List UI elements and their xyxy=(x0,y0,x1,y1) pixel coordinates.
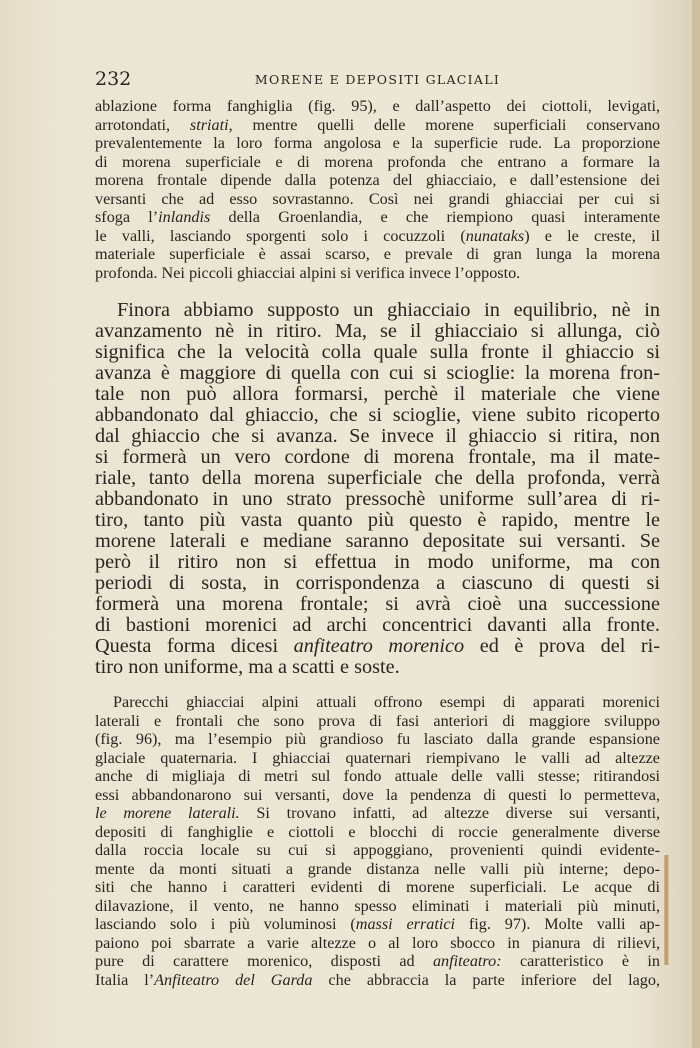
text-segment: Questa forma dicesi xyxy=(95,636,294,657)
text-segment: paiono poi sbarrate a varie altezze o al loro sbocco in pianura di rilievi, xyxy=(95,933,660,952)
text-line xyxy=(95,510,660,531)
text-line xyxy=(95,934,660,953)
text-segment: avanza è maggiore di quella con cui si scioglie: la morena fron- xyxy=(95,363,660,384)
text-segment: dal ghiaccio che si avanza. Se invece il ghiaccio si ritira, non xyxy=(95,426,660,447)
text-line xyxy=(95,468,660,489)
text-segment: mente da monti situati a grande distanza nelle valli più interne; depo- xyxy=(95,859,660,878)
text-line xyxy=(95,245,660,264)
text-line xyxy=(95,300,660,321)
text-segment: formerà una morena frontale; si avrà cioè una successione xyxy=(95,594,660,615)
text-segment: caratteristico è in xyxy=(501,952,660,970)
text-line xyxy=(95,264,660,283)
text-line xyxy=(95,749,660,768)
text-segment: tiro non uniforme, ma a scatti e soste. xyxy=(95,657,400,678)
text-line xyxy=(95,878,660,897)
text-segment: pure di carattere morenico, disposti ad xyxy=(95,952,433,970)
text-segment: sfoga l’ xyxy=(95,208,159,226)
text-segment: avanzamento nè in ritiro. Ma, se il ghiacciaio si allunga, ciò xyxy=(95,321,660,342)
text-segment: depositi di fanghiglie e ciottoli e blocchi di roccie generalmente diverse xyxy=(95,822,660,841)
text-segment: siti che hanno i caratteri evidenti di morene superficiali. Le acque di xyxy=(95,878,660,896)
text-segment: profonda. Nei piccoli ghiacciai alpini si verifica invece l’opposto. xyxy=(95,263,521,282)
text-segment: però il ritiro non si effettua in modo uniforme, ma con xyxy=(95,552,660,573)
text-segment: morene laterali e mediane saranno depositate sui versanti. Se xyxy=(95,531,660,552)
text-line xyxy=(95,447,660,468)
text-line xyxy=(95,552,660,573)
text-line xyxy=(95,227,660,246)
text-segment: Italia l’ xyxy=(95,970,155,989)
text-segment: periodi di sosta, in corrispondenza a ciascuno di questi si xyxy=(95,573,660,594)
text-segment: che abbraccia la parte inferiore del lago, xyxy=(312,970,660,989)
text-line xyxy=(95,823,660,842)
text-segment: laterali e frontali che sono prova di fasi anteriori di maggiore sviluppo xyxy=(95,711,660,730)
text-line xyxy=(95,97,660,116)
text-segment: glaciale quaternaria. I ghiacciai quaternari riempivano le valli ad altezze xyxy=(95,748,660,767)
text-segment: mentre quelli delle morene superficiali conservano xyxy=(232,115,660,134)
text-segment: anche di migliaja di metri sul fondo attuale delle valli stesse; ritirandosi xyxy=(95,767,660,785)
text-line xyxy=(95,405,660,426)
text-segment: Si trovano infatti, ad altezze diverse sui versanti, xyxy=(239,804,660,822)
text-segment: ed è prova del ri- xyxy=(464,636,660,657)
paragraph-alpine-glaciers xyxy=(95,693,660,989)
italic-term: Anfiteatro del Garda xyxy=(154,970,313,989)
italic-term: striati, xyxy=(189,115,233,134)
text-line xyxy=(95,208,660,227)
text-line xyxy=(95,786,660,805)
paragraph-main xyxy=(95,300,660,678)
running-header xyxy=(95,68,660,92)
text-line xyxy=(95,915,660,934)
text-line xyxy=(95,804,660,823)
text-line xyxy=(95,730,660,749)
text-line xyxy=(95,489,660,510)
page-edge xyxy=(692,0,700,1048)
italic-term: massi erratici xyxy=(355,915,456,933)
text-segment: arrotondati, xyxy=(95,115,190,134)
text-segment: fig. 97). Molte valli ap- xyxy=(455,915,660,933)
text-line xyxy=(95,767,660,786)
paper-stain xyxy=(664,855,669,965)
text-line xyxy=(95,952,660,971)
text-segment: Finora abbiamo supposto un ghiacciaio in equilibrio, nè in xyxy=(117,300,660,321)
text-segment: abbandonato dal ghiaccio, che si scioglie, viene subito ricoperto xyxy=(95,405,660,426)
page-number: 232 xyxy=(95,68,132,90)
text-segment: (fig. 96), ma l’esempio più grandioso fu lasciato dalla grande espansione xyxy=(95,730,660,748)
text-segment: significa che la velocità colla quale sulla fronte il ghiaccio si xyxy=(95,342,660,363)
text-line xyxy=(95,531,660,552)
text-segment: dilavazione, il vento, ne hanno spesso eliminati i materiali più minuti, xyxy=(95,896,660,915)
text-line xyxy=(95,573,660,594)
italic-term: nunataks xyxy=(465,226,525,245)
text-segment: di bastioni morenici ad archi concentrici davanti alla fronte. xyxy=(95,615,660,636)
text-line xyxy=(95,594,660,615)
text-line xyxy=(95,116,660,135)
text-segment: ) e le creste, il xyxy=(524,226,660,245)
text-segment: prevalentemente la loro forma angolosa e la superficie rude. La proporzione xyxy=(95,134,660,152)
text-line xyxy=(95,657,660,678)
text-segment: dalla roccia locale su cui si appoggiano, provenienti quindi evidente- xyxy=(95,841,660,859)
text-line xyxy=(95,134,660,153)
text-segment: abbandonato in uno strato pressochè uniforme sull’area di ri- xyxy=(95,489,660,510)
text-line xyxy=(95,426,660,447)
text-segment: lasciando solo i più voluminosi ( xyxy=(95,915,356,933)
text-segment: versanti che ad esso sovrastanno. Così nei grandi ghiacciai per cui si xyxy=(95,189,660,208)
text-segment: essi abbandonarono sui versanti, dove la pendenza di questi lo permetteva, xyxy=(95,785,660,804)
text-segment: della Groenlandia, e che riempiono quasi interamente xyxy=(210,208,660,226)
text-segment: le valli, lasciando sporgenti solo i cocuzzoli ( xyxy=(95,226,466,245)
italic-term: inlandis xyxy=(158,208,211,226)
text-segment: riale, tanto della morena superficiale che della profonda, verrà xyxy=(95,468,660,489)
text-segment: materiale superficiale è assai scarso, e prevale di gran lunga la morena xyxy=(95,245,660,263)
text-line xyxy=(95,363,660,384)
text-line xyxy=(95,615,660,636)
text-segment: Parecchi ghiacciai alpini attuali offrono esempi di apparati morenici xyxy=(113,693,660,711)
text-line xyxy=(95,384,660,405)
text-segment: si formerà un vero cordone di morena frontale, ma il mate- xyxy=(95,447,660,468)
text-segment: di morena superficiale e di morena profonda che entrano a formare la xyxy=(95,152,660,171)
italic-term: le morene laterali. xyxy=(95,804,240,822)
italic-term: anfiteatro morenico xyxy=(293,636,465,657)
text-segment: ablazione forma fanghiglia (fig. 95), e dall’aspetto dei ciottoli, levigati, xyxy=(95,97,660,115)
text-line xyxy=(95,321,660,342)
text-line xyxy=(95,342,660,363)
text-line xyxy=(95,153,660,172)
text-line xyxy=(95,897,660,916)
text-segment: morena frontale dipende dalla potenza del ghiacciaio, e dall’estensione dei xyxy=(95,171,660,189)
text-line xyxy=(95,190,660,209)
text-segment: tiro, tanto più vasta quanto più questo è rapido, mentre le xyxy=(95,510,660,531)
paragraph-continued xyxy=(95,97,660,282)
running-title: MORENE E DEPOSITI GLACIALI xyxy=(254,72,501,87)
text-line xyxy=(95,693,660,712)
text-segment: tale non può allora formarsi, perchè il materiale che viene xyxy=(95,384,660,405)
text-line xyxy=(95,171,660,190)
text-line xyxy=(95,712,660,731)
text-line xyxy=(95,860,660,879)
text-line xyxy=(95,841,660,860)
text-line xyxy=(95,971,660,990)
italic-term: anfiteatro: xyxy=(432,952,502,970)
text-line xyxy=(95,636,660,657)
